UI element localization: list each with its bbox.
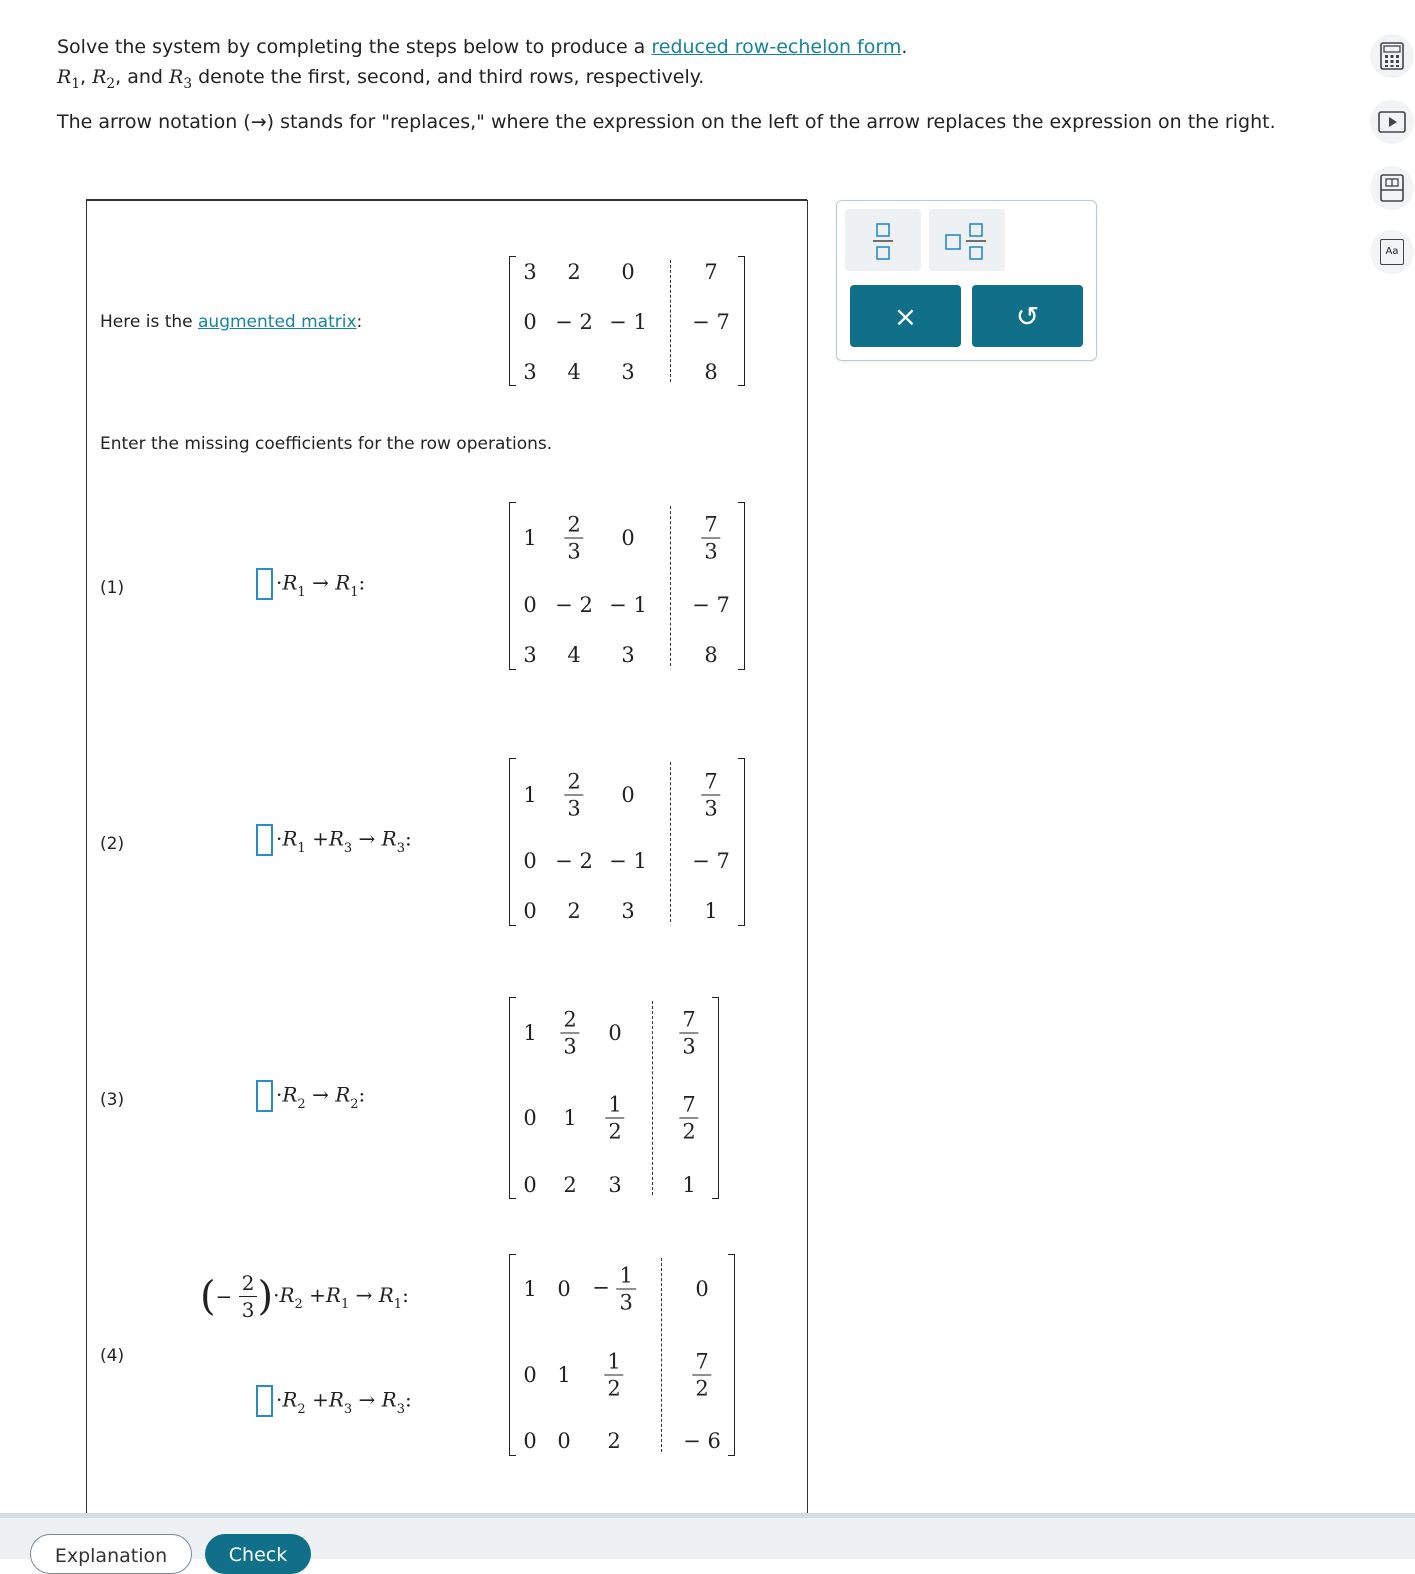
matrix-cell: 1 (523, 526, 537, 550)
matrix-cell: 2 (567, 260, 581, 284)
ebook-button[interactable] (1370, 166, 1414, 210)
explanation-button[interactable] (30, 1534, 192, 1574)
matrix-cell: 3 (621, 360, 635, 384)
right-bracket (738, 256, 745, 386)
step-3-operation: $\cdot R_2 \to R_2$: (256, 1080, 365, 1112)
and-text: and (127, 66, 163, 88)
matrix-cell: $\frac{7}{3}$ (701, 769, 720, 822)
right-bracket (738, 758, 745, 926)
matrix-cell: 1 (523, 783, 537, 807)
calculator-icon (1380, 42, 1404, 70)
matrix-cell: − 2 (555, 310, 593, 334)
matrix-cell: $\frac{1}{2}$ (604, 1349, 623, 1402)
glossary-icon (1380, 239, 1404, 265)
r3-symbol: $R_3$ (169, 66, 193, 92)
step-3-matrix (509, 997, 719, 1199)
step-1-operation: $\cdot R_1 \to R_1$: (256, 568, 365, 600)
fraction-icon (845, 209, 921, 271)
step-4-coefficient-input[interactable] (256, 1385, 273, 1417)
r2-symbol: $R_2$ (92, 66, 116, 92)
matrix-cell: − 6 (683, 1429, 721, 1453)
matrix-cell: 2 (567, 899, 581, 923)
instructions-line1 (57, 32, 907, 62)
period: . (901, 36, 908, 58)
step-4-coefficient-fraction: $\frac{2}{3}$ (239, 1270, 258, 1323)
matrix-cell: 3 (621, 643, 635, 667)
matrix-cell: − $\frac{1}{3}$ (592, 1263, 636, 1316)
step-4-number: (4) (100, 1346, 125, 1366)
matrix-cell: 0 (523, 1173, 537, 1197)
matrix-cell: 3 (621, 899, 635, 923)
close-icon: × (893, 299, 918, 333)
right-bracket (738, 502, 745, 670)
matrix-cell: 1 (563, 1106, 577, 1130)
instructions-line3 (57, 107, 1317, 137)
matrix-cell: 3 (523, 360, 537, 384)
left-bracket (509, 758, 516, 926)
augment-separator (661, 1258, 662, 1452)
matrix-cell: 7 (704, 260, 718, 284)
matrix-cell: 0 (695, 1277, 709, 1301)
left-bracket (509, 1254, 516, 1456)
matrix-cell: 0 (523, 899, 537, 923)
mixed-number-icon (929, 209, 1005, 271)
step-1-matrix (509, 502, 745, 670)
rows-description: denote the first, second, and third rows, respectively. (198, 66, 705, 88)
glossary-button[interactable] (1370, 230, 1414, 274)
matrix-cell: 2 (563, 1173, 577, 1197)
matrix-cell: 4 (567, 643, 581, 667)
matrix-cell: 0 (557, 1277, 571, 1301)
math-toolbox (836, 200, 1097, 361)
matrix-cell: 0 (557, 1429, 571, 1453)
matrix-cell: 4 (567, 360, 581, 384)
matrix-cell: − 7 (692, 310, 730, 334)
explanation-label: Explanation (54, 1545, 168, 1567)
right-bracket (728, 1254, 735, 1456)
augment-separator (670, 762, 671, 922)
matrix-cell: 1 (682, 1173, 696, 1197)
arrow-notation-text: The arrow notation (57, 111, 238, 133)
undo-icon: ↺ (1015, 299, 1040, 333)
matrix-cell: 0 (608, 1021, 622, 1045)
left-bracket (509, 502, 516, 670)
matrix-cell: 0 (523, 1363, 537, 1387)
matrix-cell: $\frac{2}{3}$ (564, 512, 583, 565)
matrix-cell: − 1 (609, 310, 647, 334)
matrix-cell: $\frac{1}{2}$ (605, 1092, 624, 1145)
matrix-cell: − 7 (692, 849, 730, 873)
matrix-cell: 0 (523, 1106, 537, 1130)
right-bracket (712, 997, 719, 1199)
matrix-cell: 0 (523, 310, 537, 334)
arrow-symbol: (→) (243, 111, 275, 133)
matrix-cell: 1 (557, 1363, 571, 1387)
step-3-number: (3) (100, 1090, 125, 1110)
check-button[interactable] (205, 1534, 311, 1574)
matrix-cell: 1 (704, 899, 718, 923)
matrix-cell: − 2 (555, 593, 593, 617)
matrix-cell: 1 (523, 1277, 537, 1301)
step-2-coefficient-input[interactable] (256, 824, 273, 856)
mixed-number-template-button[interactable] (929, 209, 1005, 271)
step-4-operation-1: (− $\frac{2}{3}$ )$\cdot R_2 +R_1 \to R_1$: (200, 1271, 409, 1322)
step-2-operation: $\cdot R_1 +R_3 \to R_3$: (256, 824, 412, 856)
matrix-cell: − 1 (609, 593, 647, 617)
matrix-cell: 2 (607, 1429, 621, 1453)
augmented-matrix-link[interactable]: augmented matrix (198, 312, 357, 332)
matrix-cell: 8 (704, 360, 718, 384)
instructions-line2: $R_1$, $R_2$, and $R_3$ denote the first, second, and third rows, respectively. (57, 66, 705, 92)
left-bracket (509, 256, 516, 386)
step-2-matrix (509, 758, 745, 926)
clear-button[interactable] (850, 285, 961, 347)
matrix-cell: 8 (704, 643, 718, 667)
matrix-cell: 3 (523, 260, 537, 284)
rref-link[interactable]: reduced row-echelon form (651, 36, 902, 58)
arrow-notation-description: stands for "replaces," where the expression on the left of the arrow replaces the expression on the right. (280, 111, 1276, 133)
augmented-matrix (509, 256, 745, 386)
matrix-cell: $\frac{7}{2}$ (679, 1092, 698, 1145)
matrix-cell: 0 (523, 1429, 537, 1453)
step-4-operation-2: $\cdot R_2 +R_3 \to R_3$: (256, 1385, 412, 1417)
step-1-coefficient-input[interactable] (256, 568, 273, 600)
calculator-button[interactable] (1370, 34, 1414, 78)
matrix-cell: $\frac{7}{3}$ (679, 1007, 698, 1060)
matrix-cell: $\frac{2}{3}$ (564, 769, 583, 822)
matrix-cell: 0 (523, 849, 537, 873)
video-icon (1378, 111, 1406, 133)
augment-separator (652, 1001, 653, 1195)
matrix-cell: 0 (621, 783, 635, 807)
step-2-number: (2) (100, 834, 125, 854)
matrix-cell: 3 (523, 643, 537, 667)
matrix-cell: 3 (608, 1173, 622, 1197)
augment-separator (670, 260, 671, 382)
matrix-cell: 0 (621, 260, 635, 284)
instructions-text: Solve the system by completing the steps below to produce a (57, 36, 652, 58)
glossary-icon-text: Aa (1385, 246, 1399, 257)
matrix-cell: $\frac{7}{3}$ (701, 512, 720, 565)
video-button[interactable] (1370, 100, 1414, 144)
undo-button[interactable] (972, 285, 1083, 347)
matrix-cell: 0 (621, 526, 635, 550)
matrix-cell: 1 (523, 1021, 537, 1045)
check-label: Check (228, 1544, 288, 1566)
step-1-number: (1) (100, 578, 125, 598)
step-4-matrix (509, 1254, 735, 1456)
left-bracket (509, 997, 516, 1199)
matrix-cell: − 7 (692, 593, 730, 617)
augmented-label: Here is the augmented matrix: (100, 312, 363, 332)
augment-separator (670, 506, 671, 666)
footer-bar (0, 1513, 1415, 1567)
prompt-text: Enter the missing coefficients for the row operations. (100, 434, 553, 454)
fraction-template-button[interactable] (845, 209, 921, 271)
matrix-cell: $\frac{7}{2}$ (692, 1349, 711, 1402)
step-3-coefficient-input[interactable] (256, 1080, 273, 1112)
matrix-cell: − 1 (609, 849, 647, 873)
matrix-cell: $\frac{2}{3}$ (560, 1007, 579, 1060)
book-icon (1380, 174, 1404, 202)
r1-symbol: $R_1$ (57, 66, 81, 92)
matrix-cell: − 2 (555, 849, 593, 873)
matrix-cell: 0 (523, 593, 537, 617)
